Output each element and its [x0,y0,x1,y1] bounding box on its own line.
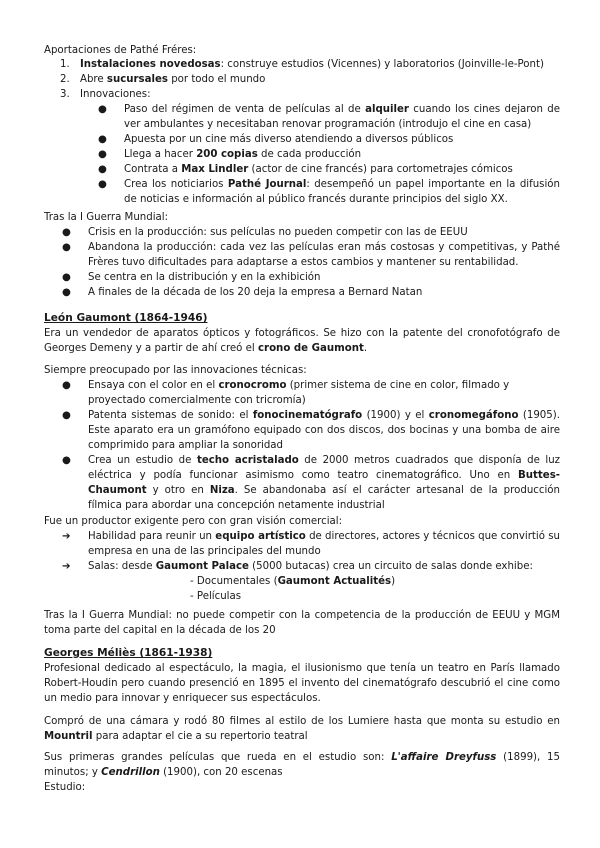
melies-studio: Estudio: [44,782,86,793]
list-item: ● Crisis en la producción: sus películas no pueden competir con las de EEUU [62,227,468,238]
list-item: ➔ Salas: desde Gaumont Palace (5000 butacas) crea un circuito de salas donde exhibe: [62,561,533,572]
bullet-icon: ● [62,287,71,298]
melies-camera: Compró de una cámara y rodó 80 filmes al estilo de los Lumiere hasta que monta su estudio en Mountril para adaptar el cie a su repertorio teatral [44,716,560,742]
gaumont-bio: Era un vendedor de aparatos ópticos y fotográficos. Se hizo con la patente del cronofotógrafo de Georges Demeny y a partir de ahí creó el crono de Gaumont. [44,328,560,354]
list-item: ● Crea un estudio de techo acristalado de 2000 metros cuadrados que disponía de luz eléctrica y podía funcionar asimismo como teatro cinematográfico. Uno en Buttes-Chaumont y otro en Niza. Se abandonaba así el carácter artesanal de la producción fílmica para abordar una concepción netamente industrial [62,455,561,511]
list-item: ● Paso del régimen de venta de películas al de alquiler cuando los cines dejaron de ver ambulantes y necesitaban renovar programación (introdujo el cine en casa) [98,104,560,130]
bullet-icon: ● [98,104,107,115]
list-item: ● Llega a hacer 200 copias de cada producción [98,149,362,160]
numbered-item: 1. Instalaciones novedosas: construye estudios (Vicennes) y laboratorios (Joinville-le-Pont) [60,59,544,70]
salas-sub-item: - Películas [190,591,242,602]
pathe-intro: Aportaciones de Pathé Fréres: [44,45,197,56]
melies-bio: Profesional dedicado al espectáculo, la magia, el ilusionismo que tenía un teatro en París llamado Robert-Houdin pero cuando presenció en 1895 el invento del cinematógrafo descubrió el cine como un medio para innovar y enriquecer sus espectáculos. [44,663,560,704]
bullet-icon: ● [98,149,107,160]
gaumont-heading: León Gaumont (1864-1946) [44,312,208,324]
numbered-item: 2. Abre sucursales por todo el mundo [60,74,266,85]
list-item: ● Contrata a Max Lindler (actor de cine francés) para cortometrajes cómicos [98,164,513,175]
pathe-war-list [44,225,560,300]
melies-films: Sus primeras grandes películas que rueda en el estudio son: L'affaire Dreyfuss (1899), 15 minutos; y Cendrillon (1900), con 20 escenas [44,752,560,778]
gaumont-tech-list [44,378,560,513]
list-item: ● Se centra en la distribución y en la exhibición [62,272,321,283]
bullet-icon: ● [62,410,71,421]
list-item: ● Ensaya con el color en el cronocromo (primer sistema de cine en color, filmado y proyectado comercialmente con tricromía) [62,380,510,406]
bullet-icon: ● [98,134,107,145]
bullet-icon: ● [98,179,107,190]
bullet-icon: ● [62,227,71,238]
list-item: ➔ Habilidad para reunir un equipo artístico de directores, actores y técnicos que convirtió su empresa en una de las principales del mundo [62,531,560,557]
pathe-war-intro: Tras la I Guerra Mundial: [44,212,169,223]
arrow-icon: ➔ [62,531,71,542]
list-item: ● A finales de la década de los 20 deja la empresa a Bernard Natan [62,287,423,298]
list-item: ● Apuesta por un cine más diverso atendiendo a diversos públicos [98,134,454,145]
pathe-innovations-list [44,102,560,207]
gaumont-tech-intro: Siempre preocupado por las innovaciones técnicas: [44,365,307,376]
gaumont-war-text: Tras la I Guerra Mundial: no puede competir con la competencia de la producción de EEUU y MGM toma parte del capital en la década de los 20 [44,610,560,636]
bullet-icon: ● [62,455,71,466]
list-item: ● Abandona la producción: cada vez las películas eran más costosas y competitivas, y Pathé Frères tuvo dificultades para adaptarse a estos cambios y mantener su rentabilidad. [62,242,560,268]
list-item: ● Patenta sistemas de sonido: el fonocinematógrafo (1900) y el cronomegáfono (1905). Este aparato era un gramófono equipado con dos discos, dos bocinas y una bomba de aire comprimido para ampliar la sonoridad [62,410,560,451]
numbered-item: 3. Innovaciones: [60,89,151,100]
list-item: ● Crea los noticiarios Pathé Journal: desempeñó un papel importante en la difusión de noticias e información al público francés durante principios del siglo XX. [98,179,560,205]
pathe-numbered-list [44,57,560,102]
arrow-icon: ➔ [62,561,71,572]
bullet-icon: ● [62,272,71,283]
salas-sub-item: - Documentales (Gaumont Actualités) [190,576,396,587]
gaumont-producer-list [44,529,560,574]
gaumont-producer-intro: Fue un productor exigente pero con gran visión comercial: [44,516,343,527]
bullet-icon: ● [62,380,71,391]
bullet-icon: ● [98,164,107,175]
melies-heading: Georges Méliès (1861-1938) [44,647,213,659]
bullet-icon: ● [62,242,71,253]
